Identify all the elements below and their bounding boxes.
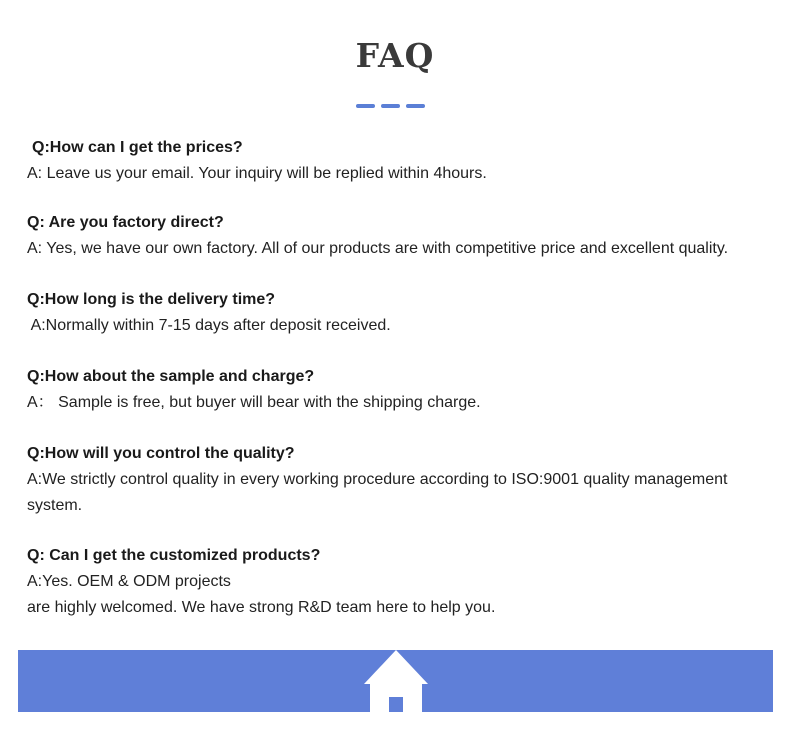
faq-answer: A:We strictly control quality in every working procedure according to ISO:9001 quality management system. <box>27 471 728 514</box>
page-title: FAQ <box>355 36 435 75</box>
faq-item <box>27 135 777 187</box>
faq-question: Q:How about the sample and charge? <box>27 368 315 385</box>
faq-item <box>27 543 777 621</box>
faq-question: Q:How long is the delivery time? <box>27 291 276 308</box>
faq-answer: A:Yes. OEM & ODM projects <box>27 573 231 590</box>
faq-question: Q:How can I get the prices? <box>32 139 243 156</box>
faq-answer: A： Sample is free, but buyer will bear with the shipping charge. <box>27 394 481 411</box>
home-banner[interactable] <box>18 650 773 712</box>
faq-item <box>27 287 777 339</box>
faq-answer: A: Leave us your email. Your inquiry will be replied within 4hours. <box>27 165 487 182</box>
faq-item <box>27 210 777 262</box>
divider-dash <box>406 104 425 108</box>
divider-dash <box>356 104 375 108</box>
faq-question: Q:How will you control the quality? <box>27 445 295 462</box>
faq-answer: A:Normally within 7-15 days after deposit received. <box>27 317 391 334</box>
title-divider <box>356 104 425 108</box>
home-icon[interactable] <box>362 650 430 712</box>
faq-item <box>27 441 777 519</box>
faq-question: Q: Are you factory direct? <box>27 214 224 231</box>
faq-item <box>27 364 777 416</box>
divider-dash <box>381 104 400 108</box>
faq-question: Q: Can I get the customized products? <box>27 547 321 564</box>
faq-answer: are highly welcomed. We have strong R&D team here to help you. <box>27 599 496 616</box>
faq-answer: A: Yes, we have our own factory. All of our products are with competitive price and excellent quality. <box>27 240 729 257</box>
